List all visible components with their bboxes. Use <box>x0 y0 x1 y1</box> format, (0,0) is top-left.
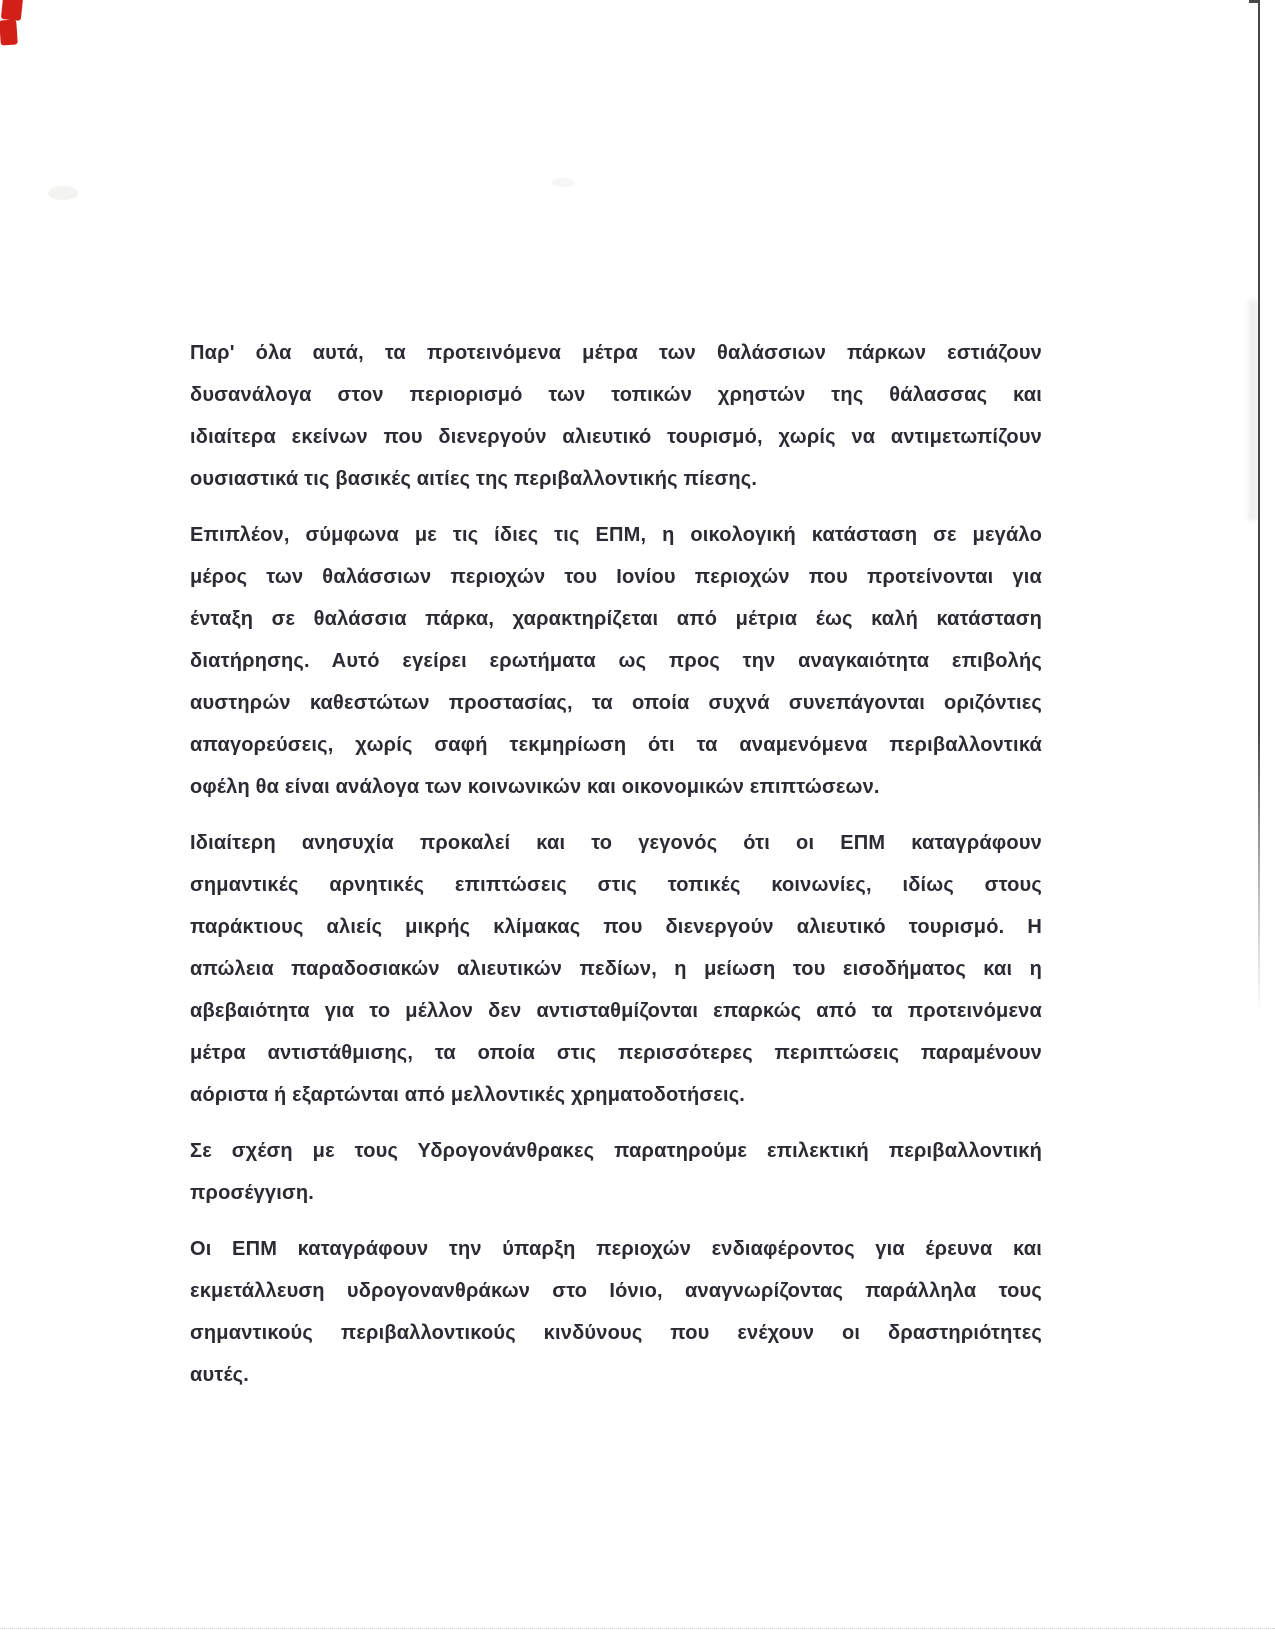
text-line: ένταξη σε θαλάσσια πάρκα, χαρακτηρίζεται από μέτρια έως καλή κατάσταση <box>190 608 1042 630</box>
text-line: απαγορεύσεις, χωρίς σαφή τεκμηρίωση ότι τα αναμενόμενα περιβαλλοντικά <box>190 734 1042 756</box>
scan-line-artifact <box>1258 0 1260 1015</box>
paragraph <box>190 1130 1042 1214</box>
text-line: οφέλη θα είναι ανάλογα των κοινωνικών και οικονομικών επιπτώσεων. <box>190 776 880 798</box>
text-line: αυστηρών καθεστώτων προστασίας, τα οποία συχνά συνεπάγονται οριζόντιες <box>190 692 1042 714</box>
text-line: μέρος των θαλάσσιων περιοχών του Ιονίου περιοχών που προτείνονται για <box>190 566 1042 588</box>
paragraph <box>190 332 1042 500</box>
text-line: απώλεια παραδοσιακών αλιευτικών πεδίων, η μείωση του εισοδήματος και η <box>190 958 1042 980</box>
paragraph <box>190 822 1042 1116</box>
scan-edge-artifact <box>0 1628 1275 1629</box>
text-line: Οι ΕΠΜ καταγράφουν την ύπαρξη περιοχών ενδιαφέροντος για έρευνα και <box>190 1238 1042 1260</box>
text-line: διατήρησης. Αυτό εγείρει ερωτήματα ως προς την αναγκαιότητα επιβολής <box>190 650 1042 672</box>
text-line: αόριστα ή εξαρτώνται από μελλοντικές χρηματοδοτήσεις. <box>190 1084 746 1106</box>
text-line: μέτρα αντιστάθμισης, τα οποία στις περισσότερες περιπτώσεις παραμένουν <box>190 1042 1042 1064</box>
text-line: αβεβαιότητα για το μέλλον δεν αντισταθμίζονται επαρκώς από τα προτεινόμενα <box>190 1000 1042 1022</box>
text-line: σημαντικούς περιβαλλοντικούς κινδύνους που ενέχουν οι δραστηριότητες <box>190 1322 1042 1344</box>
text-line: Σε σχέση με τους Υδρογονάνθρακες παρατηρούμε επιλεκτική περιβαλλοντική <box>190 1140 1042 1162</box>
scan-smudge-artifact <box>552 178 574 187</box>
scan-smudge-artifact <box>48 186 78 200</box>
text-line: παράκτιους αλιείς μικρής κλίμακας που διενεργούν αλιευτικό τουρισμό. Η <box>190 916 1042 938</box>
text-line: Ιδιαίτερη ανησυχία προκαλεί και το γεγονός ότι οι ΕΠΜ καταγράφουν <box>190 832 1042 854</box>
text-line: ιδιαίτερα εκείνων που διενεργούν αλιευτικό τουρισμό, χωρίς να αντιμετωπίζουν <box>190 426 1042 448</box>
text-line: δυσανάλογα στον περιορισμό των τοπικών χρηστών της θάλασσας και <box>190 384 1042 406</box>
text-line: Παρ' όλα αυτά, τα προτεινόμενα μέτρα των θαλάσσιων πάρκων εστιάζουν <box>190 342 1042 364</box>
text-block <box>190 332 1042 1410</box>
paragraph <box>190 514 1042 808</box>
text-line: σημαντικές αρνητικές επιπτώσεις στις τοπικές κοινωνίες, ιδίως στους <box>190 874 1042 896</box>
text-line: προσέγγιση. <box>190 1182 315 1204</box>
red-pen-mark-icon <box>1 0 23 21</box>
text-line: Επιπλέον, σύμφωνα με τις ίδιες τις ΕΠΜ, η οικολογική κατάσταση σε μεγάλο <box>190 524 1042 546</box>
text-line: ουσιαστικά τις βασικές αιτίες της περιβαλλοντικής πίεσης. <box>190 468 758 490</box>
text-line: αυτές. <box>190 1364 250 1386</box>
red-pen-mark-icon <box>0 19 18 45</box>
text-line: εκμετάλλευση υδρογονανθράκων στο Ιόνιο, αναγνωρίζοντας παράλληλα τους <box>190 1280 1042 1302</box>
scan-smudge-artifact <box>1248 300 1258 520</box>
paragraph <box>190 1228 1042 1396</box>
